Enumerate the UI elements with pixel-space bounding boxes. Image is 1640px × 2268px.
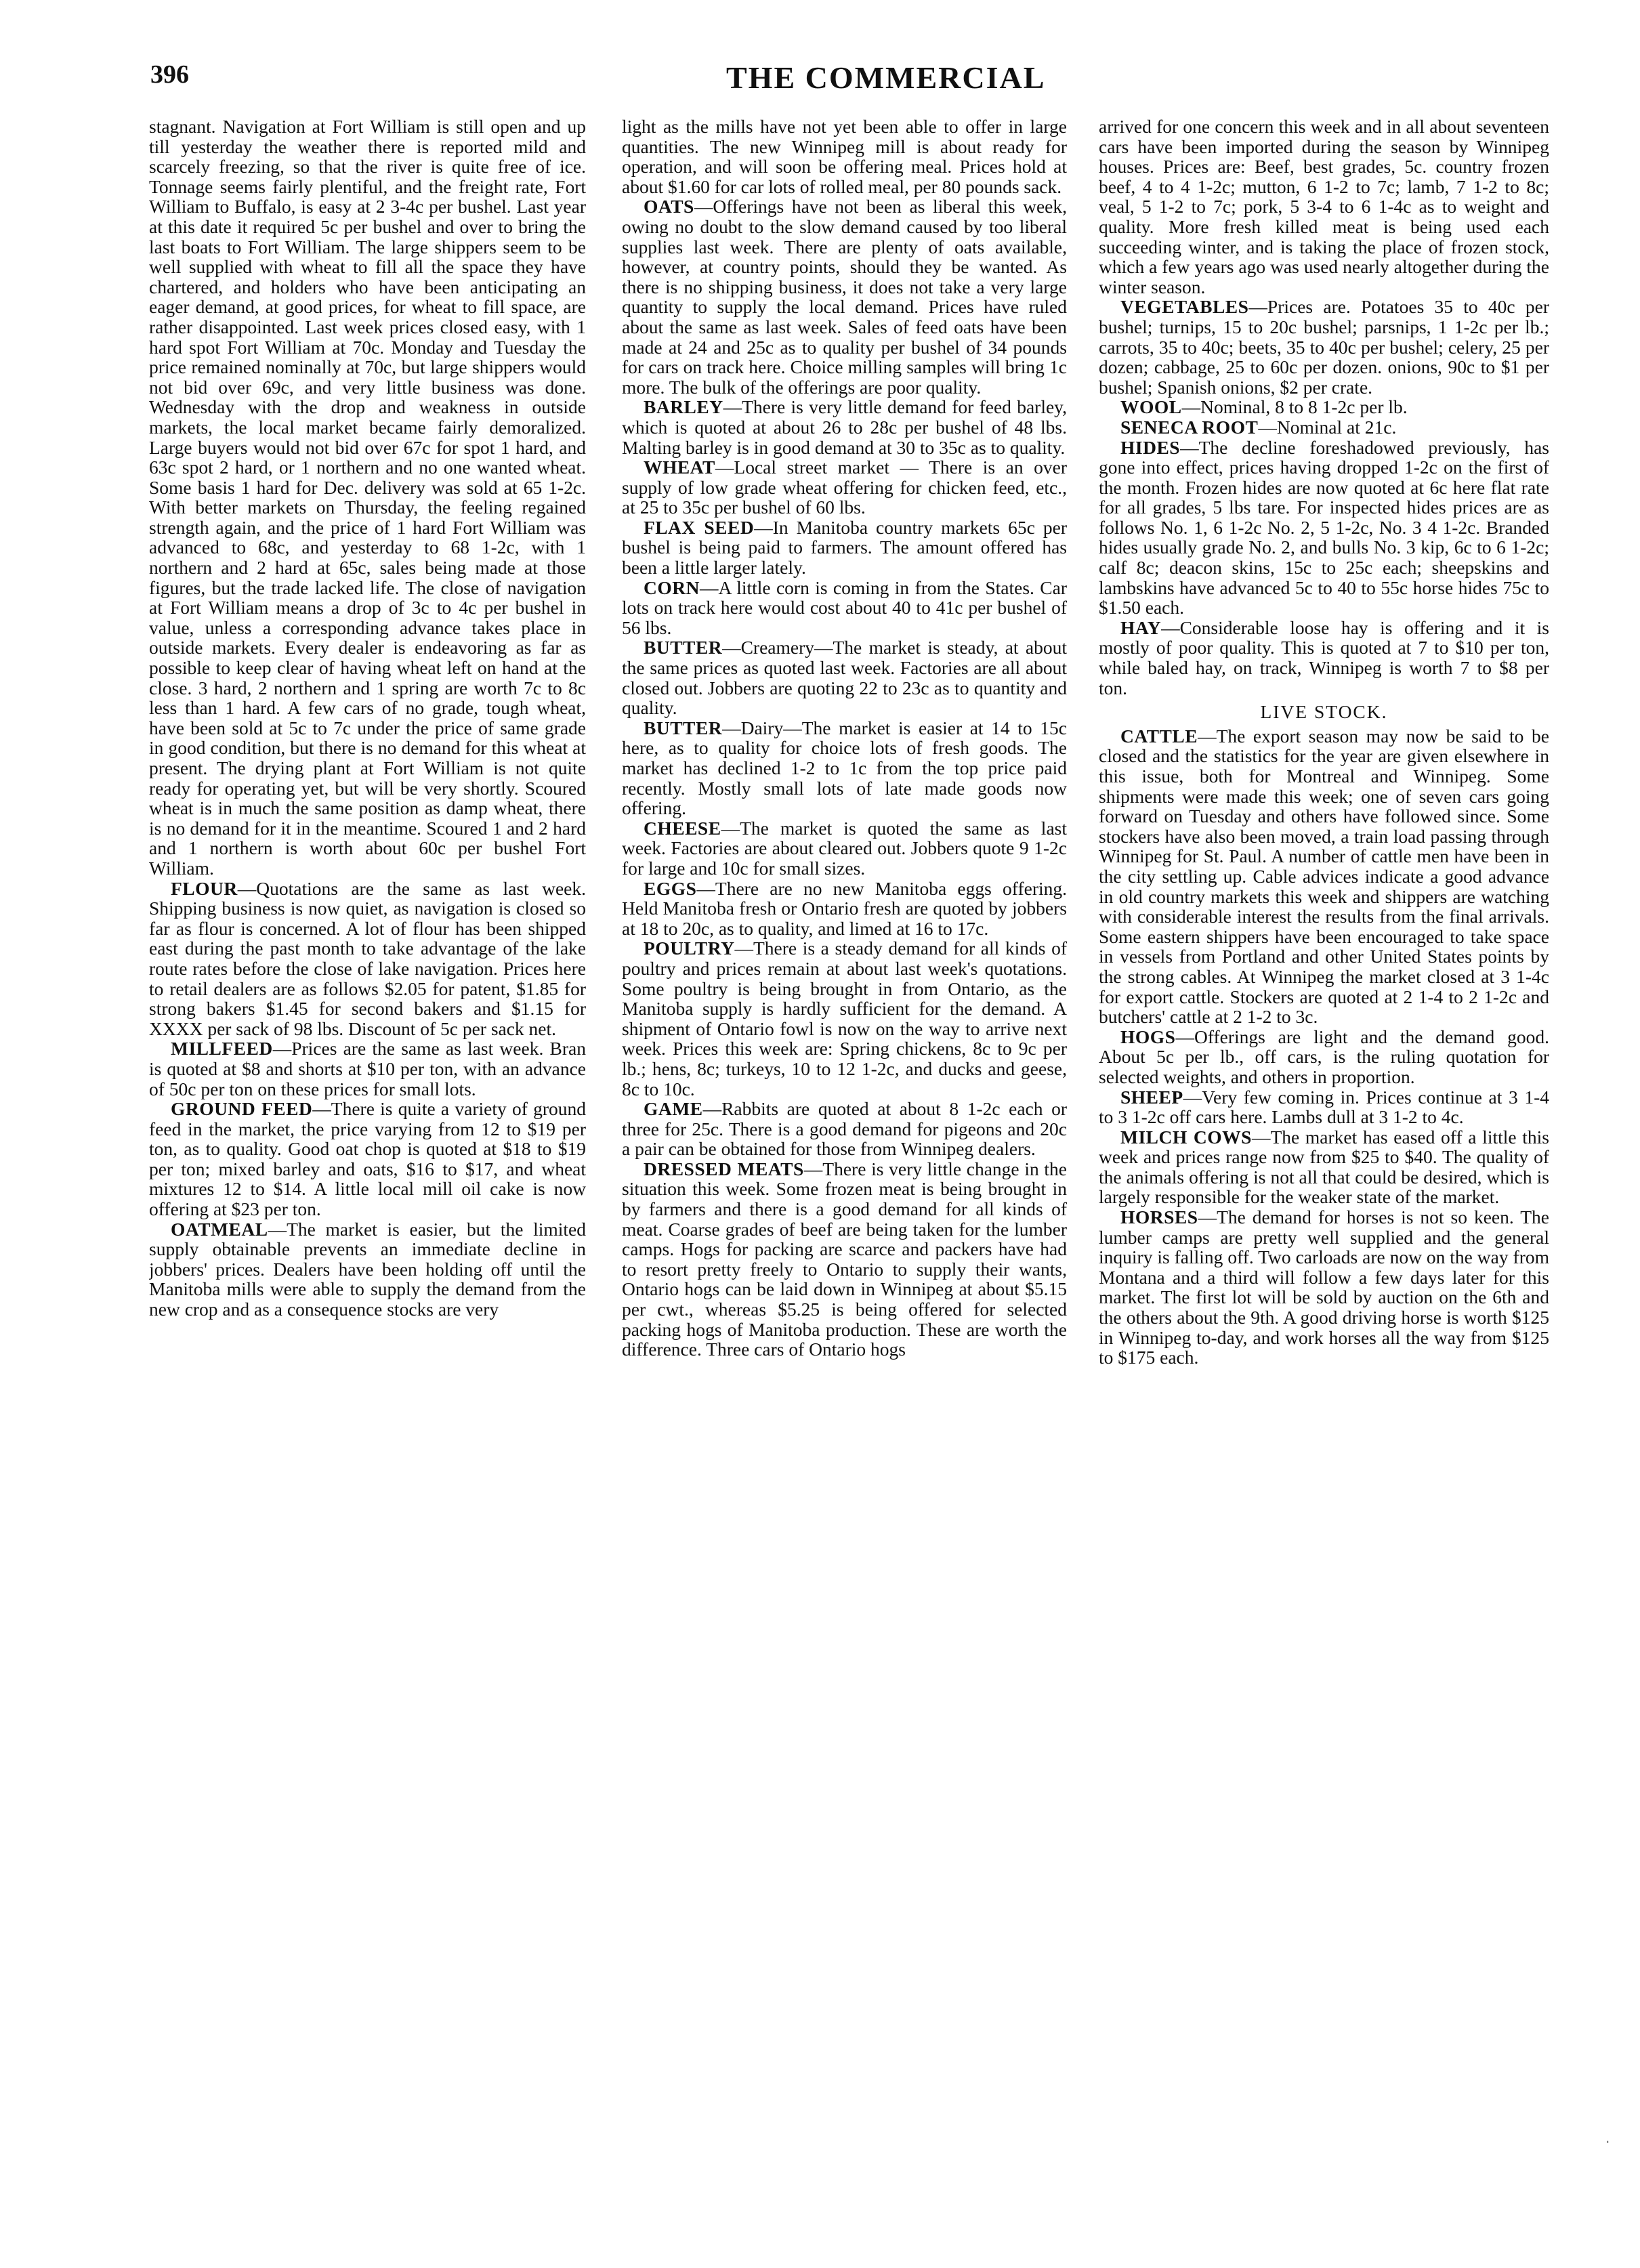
paragraph-lead: BUTTER [644, 637, 723, 658]
article-paragraph [622, 457, 1067, 518]
paragraph-lead: CORN [644, 576, 700, 598]
article-paragraph [1099, 438, 1549, 618]
paragraph-lead: GAME [644, 1098, 703, 1120]
paragraph-text: —Nominal at 21c. [1258, 416, 1397, 438]
paragraph-text: —Prices are. Potatoes 35 to 40c per bushel; turnips, 15 to 20c bushel; parsnips, 1 1-2c per lb.; carrots, 35 to 40c; beets, 35 to 40c per bushel; celery, 25 per dozen; cabbage, 25 to 60c per dozen. onions, 90c to $1 per bushel; Spanish onions, $2 per crate. [1099, 296, 1549, 398]
paragraph-text: —There is very little change in the situation this week. Some frozen meat is being brought in by farmers and there is a good demand for all kinds of meat. Coarse grades of beef are being taken for the lumber camps. Hogs for packing are scarce and packers have had to resort pretty freely to Ontario to supply their wants, Ontario hogs can be laid down in Winnipeg at about $5.15 per cwt., whereas $5.25 is being offered for selected packing hogs of Manitoba production. These are worth the difference. Three cars of Ontario hogs [622, 1158, 1067, 1360]
paragraph-lead: DRESSED MEATS [644, 1158, 804, 1179]
article-paragraph [1099, 417, 1549, 438]
paragraph-lead: EGGS [644, 877, 697, 899]
article-paragraph [1099, 1027, 1549, 1087]
paragraph-text: —There is very little demand for feed barley, which is quoted at about 26 to 28c per bushel of 48 lbs. Malting barley is in good demand at 30 to 35c as to quality. [622, 396, 1067, 458]
article-paragraph [149, 1099, 586, 1219]
paragraph-text: —Dairy—The market is easier at 14 to 15c here, as to quality for choice lots of fresh goods. The market has declined 1-2 to 1c from the top price paid recently. Mostly small lots of late made goods now offering. [622, 717, 1067, 819]
paragraph-text: —Considerable loose hay is offering and it is mostly of poor quality. This is quoted at 7 to $10 per ton, while baled hay, on track, Winnipeg is worth 7 to $8 per ton. [1099, 616, 1549, 698]
paragraph-text: stagnant. Navigation at Fort William is still open and up till yesterday the weather there is reported mild and scarcely freezing, so that the river is quite free of ice. Tonnage seems fairly plentiful, and the freight rate, Fort William to Buffalo, is easy at 2 3-4c per bushel. Last year at this date it required 5c per bushel and over to bring the last boats to Fort William. The large shippers seem to be well supplied with wheat to fill all the space they have chartered, and holders who have been anticipating an eager demand, at good prices, for wheat to fill space, are rather disappointed. Last week prices closed easy, with 1 hard spot Fort William at 70c. Monday and Tuesday the price remained nominally at 70c, but large shippers would not bid over 69c, and very little business was done. Wednesday with the drop and weakness in outside markets, the local market became fairly demoralized. Large buyers would not bid over 67c for spot 1 hard, and 63c spot 2 hard, or 1 northern and no one wanted wheat. Some basis 1 hard for Dec. delivery was sold at 65 1-2c. With better markets on Thursday, the feeling regained strength again, and the price of 1 hard Fort William was advanced to 68c, and yesterday to 68 1-2c, with 1 northern and 2 hard at 65c, sales being made at those figures, but the trade lacked life. The close of navigation at Fort William means a drop of 3c to 4c per bushel in value, unless a corresponding advance takes place in outside markets. Every dealer is endeavoring as far as possible to keep clear of having wheat left on hand at the close. 3 hard, 2 northern and 1 spring are worth 7c to 8c less than 1 hard. A few cars of no grade, tough wheat, have been sold at 5c to 7c under the price of same grade in good condition, but there is no demand for this wheat at present. The drying plant at Fort William is not quite ready for operating yet, but will be very shortly. Scoured wheat is in much the same position as damp wheat, there is no demand for it in the meantime. Scoured 1 and 2 hard and 1 northern is worth about 60c per bushel Fort William. [149, 117, 586, 879]
article-paragraph [622, 117, 1067, 196]
paragraph-lead: HIDES [1120, 436, 1181, 458]
publication-title: THE COMMERCIAL [726, 60, 1046, 95]
paragraph-lead: SHEEP [1120, 1086, 1183, 1108]
paragraph-text: —The market is quoted the same as last week. Factories are about cleared out. Jobbers quote 9 1-2c for large and 10c for small sizes. [622, 817, 1067, 879]
article-paragraph [149, 1038, 586, 1099]
paragraph-text: —Offerings are light and the demand good. About 5c per lb., off cars, is the ruling quotation for selected weights, and others in proportion. [1099, 1026, 1549, 1087]
paragraph-lead: VEGETABLES [1120, 296, 1249, 318]
article-paragraph [1099, 297, 1549, 397]
paragraph-lead: BARLEY [644, 396, 723, 418]
paragraph-lead: GROUND FEED [171, 1098, 313, 1120]
paragraph-text: —Quotations are the same as last week. Shipping business is now quiet, as navigation is closed so far as flour is concerned. A lot of flour has been shipped east during the past month to take advantage of the lake route rates before the close of lake navigation. Prices here to retail dealers are as follows $2.05 for patent, $1.85 for strong bakers $1.45 for second bakers and $1.15 for XXXX per sack of 98 lbs. Discount of 5c per sack net. [149, 877, 586, 1039]
article-paragraph [622, 578, 1067, 638]
paragraph-text: —There is a steady demand for all kinds of poultry and prices remain at about last week's quotations. Some poultry is being brought in from Ontario, as the Manitoba supply is hardly sufficient for the demand. A shipment of Ontario fowl is now on the way to arrive next week. Prices this week are: Spring chickens, 8c to 9c per lb.; hens, 8c; turkeys, 10 to 12 1-2c, and ducks and geese, 8c to 10c. [622, 938, 1067, 1099]
article-paragraph [622, 196, 1067, 397]
paragraph-lead: BUTTER [644, 717, 723, 738]
paragraph-lead: OATMEAL [171, 1218, 268, 1240]
paragraph-text: —There are no new Manitoba eggs offering. Held Manitoba fresh or Ontario fresh are quoted by jobbers at 18 to 20c, as to quality, and limed at 16 to 17c. [622, 877, 1067, 939]
article-paragraph [622, 1099, 1067, 1159]
article-paragraph [622, 397, 1067, 457]
paragraph-text: —The market has eased off a little this week and prices range now from $25 to $40. The quality of the animals offering is not all that could be desired, which is largely responsible for the weaker state of the market. [1099, 1126, 1549, 1208]
paragraph-lead: POULTRY [644, 938, 735, 959]
paragraph-text: —Offerings have not been as liberal this week, owing no doubt to the slow demand caused by too liberal supplies last week. There are plenty of oats available, however, at country points, should they be wanted. As there is no shipping business, it does not take a very large quantity to supply the local demand. Prices have ruled about the same as last week. Sales of feed oats have been made at 24 and 25c as to quality per bushel of 34 pounds for cars on track here. Choice milling samples will bring 1c more. The bulk of the offerings are poor quality. [622, 196, 1067, 398]
page-number: 396 [150, 60, 189, 89]
paragraph-text: —In Manitoba country markets 65c per bushel is being paid to farmers. The amount offered has been a little larger lately. [622, 516, 1067, 579]
paragraph-text: —A little corn is coming in from the States. Car lots on track here would cost about 40 to 41c per bushel of 56 lbs. [622, 576, 1067, 638]
running-head [150, 60, 1640, 100]
paragraph-text: —Creamery—The market is steady, at about the same prices as quoted last week. Factories are all about closed out. Jobbers are quoting 22 to 23c as to quantity and quality. [622, 637, 1067, 719]
paragraph-text: —Prices are the same as last week. Bran is quoted at $8 and shorts at $10 per ton, with an advance of 50c per ton on these prices for small lots. [149, 1038, 586, 1099]
article-paragraph [1099, 618, 1549, 698]
paragraph-lead: CHEESE [644, 817, 721, 839]
paragraph-text: —Very few coming in. Prices continue at 3 1-4 to 3 1-2c off cars here. Lambs dull at 3 1-2 to 4c. [1099, 1086, 1549, 1128]
article-paragraph [622, 818, 1067, 879]
paragraph-text: —Rabbits are quoted at about 8 1-2c each or three for 25c. There is a good demand for pigeons and 20c a pair can be obtained for those from Winnipeg dealers. [622, 1098, 1067, 1160]
paragraph-lead: WOOL [1120, 396, 1182, 418]
paragraph-lead: FLAX SEED [644, 516, 755, 538]
column-1 [149, 117, 586, 2156]
paragraph-lead: FLOUR [171, 877, 238, 899]
paragraph-lead: MILLFEED [171, 1038, 273, 1059]
article-paragraph [622, 518, 1067, 578]
paragraph-text: —There is quite a variety of ground feed in the market, the price varying from 12 to $19 per ton, as to quality. Good oat chop is quoted at $18 to $19 per ton; mixed barley and oats, $16 to $17, and wheat mixtures 12 to $14. A little local mill oil cake is now offering at $23 per ton. [149, 1098, 586, 1220]
article-paragraph [622, 637, 1067, 717]
article-paragraph [1099, 1087, 1549, 1127]
section-heading [1099, 702, 1549, 722]
paragraph-lead: OATS [644, 196, 694, 217]
paragraph-text: —Local street market — There is an over supply of low grade wheat offering for chicken feed, etc., at 25 to 35c per bushel of 60 lbs. [622, 457, 1067, 518]
article-paragraph [622, 938, 1067, 1099]
article-paragraph [622, 879, 1067, 939]
paragraph-lead: WHEAT [644, 457, 715, 478]
article-paragraph [1099, 397, 1549, 417]
scan-mark: · [1605, 2134, 1610, 2150]
paragraph-text: —The decline foreshadowed previously, has gone into effect, prices having dropped 1-2c on the first of the month. Frozen hides are now quoted at 6c here flat rate for all grades, 5 lbs tare. For inspected hides prices are as follows No. 1, 6 1-2c No. 2, 5 1-2c, No. 3 4 1-2c. Branded hides usually grade No. 2, and bulls No. 3 kip, 6c to 6 1-2c; calf 8c; deacon skins, 15c to 25c each; sheepskins and lambskins have advanced 5c to 40 to 55c horse hides 75c to $1.50 each. [1099, 436, 1549, 618]
paragraph-lead: HOGS [1120, 1026, 1176, 1047]
paragraph-text: —The demand for horses is not so keen. The lumber camps are pretty well supplied and the general inquiry is falling off. Two carloads are now on the way from Montana and a third will follow a few days later for this market. The first lot will be sold by auction on the 6th and the others about the 9th. A good driving horse is worth $125 in Winnipeg to-day, and work horses all the way from $125 to $175 each. [1099, 1206, 1549, 1368]
section-heading-text: LIVE STOCK. [1260, 701, 1388, 723]
article-paragraph [1099, 1207, 1549, 1368]
paragraph-text: arrived for one concern this week and in all about seventeen cars have been imported during the season by Winnipeg houses. Prices are: Beef, best grades, 5c. country frozen beef, 4 to 4 1-2c; mutton, 6 1-2 to 7c; lamb, 7 1-2 to 8c; veal, 5 1-2 to 7c; pork, 5 3-4 to 6 1-4c as to weight and quality. More fresh killed meat is being used each succeeding winter, and is taking the place of frozen stock, which a few years ago was used nearly altogether during the winter season. [1099, 117, 1549, 297]
paragraph-text: —The market is easier, but the limited supply obtainable prevents an immediate decline in jobbers' prices. Dealers have been holding off until the Manitoba mills were able to supply the demand from the new crop and as a consequence stocks are very [149, 1218, 586, 1320]
paragraph-lead: SENECA ROOT [1120, 416, 1259, 438]
paragraph-text: —The export season may now be said to be closed and the statistics for the year are given elsewhere in this issue, both for Montreal and Winnipeg. Some shipments were made this week; one of seven cars going forward on Tuesday and others have followed since. Some stockers have also been moved, a train load passing through Winnipeg for St. Paul. A number of cattle men have been in the city settling up. Cable advices indicate a good advance in old country markets this week and shippers are watching with considerable interest the results from the final arrivals. Some eastern shippers have been encouraged to take space in vessels from Portland and other United States points by the strong cables. At Winnipeg the market closed at 3 1-4c for export cattle. Stockers are quoted at 2 1-4 to 2 1-2c and butchers' cattle at 2 1-2 to 3c. [1099, 725, 1549, 1028]
article-paragraph [149, 117, 586, 879]
article-paragraph [1099, 1127, 1549, 1207]
article-paragraph [622, 718, 1067, 818]
paragraph-text: light as the mills have not yet been able to offer in large quantities. The new Winnipeg mill is about ready for operation, and will soon be offering meal. Prices hold at about $1.60 for car lots of rolled meal, per 80 pounds sack. [622, 117, 1067, 197]
paragraph-lead: HAY [1120, 616, 1162, 638]
paragraph-lead: HORSES [1120, 1206, 1198, 1228]
paragraph-lead: CATTLE [1120, 725, 1198, 747]
paragraph-lead: MILCH COWS [1120, 1126, 1252, 1148]
article-paragraph [149, 1219, 586, 1320]
article-paragraph [149, 879, 586, 1039]
article-paragraph [1099, 117, 1549, 297]
column-3 [1099, 117, 1549, 2156]
article-paragraph [1099, 726, 1549, 1027]
column-2 [622, 117, 1067, 2156]
article-paragraph [622, 1159, 1067, 1360]
paragraph-text: —Nominal, 8 to 8 1-2c per lb. [1181, 396, 1408, 418]
